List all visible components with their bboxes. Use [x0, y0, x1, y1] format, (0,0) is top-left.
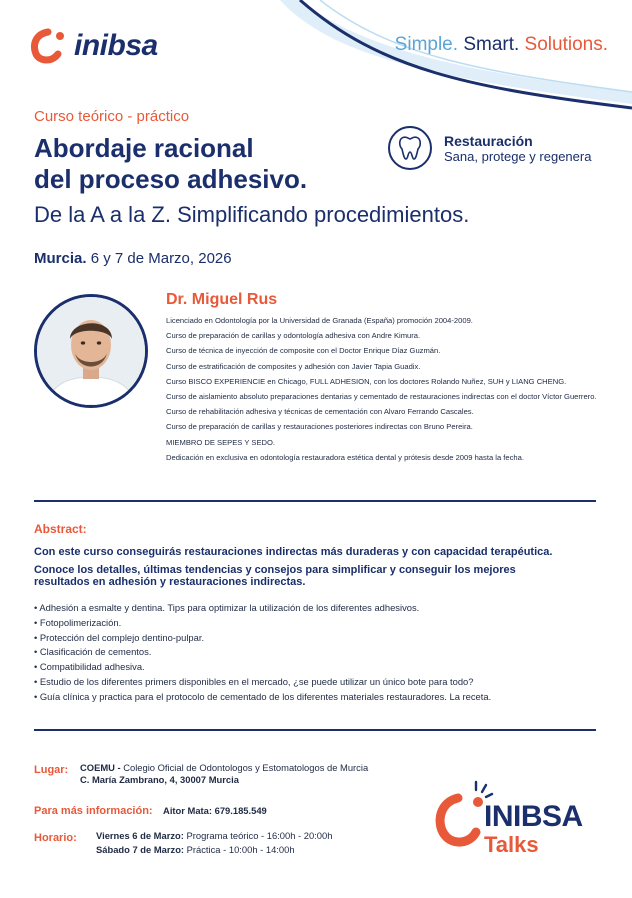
course-city: Murcia.	[34, 250, 87, 267]
cv-item: Dedicación en exclusiva en odontología restauradora estética dental y prótesis desde 2009 hasta la fecha.	[166, 452, 524, 462]
lugar-section	[34, 760, 424, 785]
logo-text: inibsa	[74, 29, 158, 62]
horario-label: Horario:	[34, 832, 77, 844]
divider-top	[34, 500, 596, 502]
cv-item: Curso de preparación de carillas y odontología adhesiva con Andre Kimura.	[166, 331, 421, 341]
cv-item: Curso de rehabilitación adhesiva y técnicas de cementación con Alvaro Ferrando Cascales.	[166, 407, 474, 417]
lugar-org: COEMU - Colegio Oficial de Odontologos y Estomatologos de Murcia	[80, 762, 369, 773]
contact-value: Aitor Mata: 679.185.549	[163, 805, 267, 816]
cv-item: Curso de técnica de inyección de composite con el Doctor Enrique Díaz Guzmán.	[166, 346, 441, 356]
course-dates: 6 y 7 de Marzo, 2026	[90, 250, 232, 267]
contact-label: Para más información:	[34, 805, 153, 817]
course-date	[34, 250, 232, 267]
inibsa-logo-icon	[30, 28, 70, 64]
bullet-item: • Compatibilidad adhesiva.	[34, 661, 145, 673]
horario-day1: Viernes 6 de Marzo: Programa teórico - 16:00h - 20:00h	[96, 830, 333, 841]
doctor-name: Dr. Miguel Rus	[166, 291, 278, 308]
slogan-simple: Simple.	[394, 34, 459, 55]
cv-item: Curso BISCO EXPERIENCIE en Chicago, FULL ADHESION, con los doctores Rolando Nuñez, SUH y LIANG CHENG.	[166, 376, 567, 386]
doctor-cv	[166, 316, 606, 468]
cv-item: Licenciado en Odontología por la Universidad de Granada (España) promoción 2004-2009.	[166, 316, 473, 325]
doctor-avatar	[34, 294, 148, 408]
cv-item: Curso de estratificación de composites y adhesión con Javier Tapia Guadix.	[166, 361, 421, 371]
inibsa-talks-logo	[434, 776, 604, 860]
slogan-solutions: Solutions.	[524, 34, 608, 55]
category-badge	[388, 126, 591, 170]
slogan-smart: Smart.	[463, 34, 520, 55]
talks-word2: Talks	[484, 832, 539, 857]
horario-day2: Sábado 7 de Marzo: Práctica - 10:00h - 14:00h	[96, 844, 295, 855]
course-subtitle: De la A a la Z. Simplificando procedimientos.	[34, 202, 470, 227]
cv-item: Curso de preparación de carillas y restauraciones posteriores indirectas con Bruno Pereira.	[166, 422, 473, 432]
divider-bottom	[34, 729, 596, 731]
abstract-bullets	[34, 601, 594, 705]
abstract-heading: Abstract:	[34, 522, 87, 536]
bullet-item: • Guía clínica y practica para el protocolo de cementado de los diferentes materiales restauradores. La receta.	[34, 690, 492, 702]
horario-section	[34, 828, 434, 855]
tooth-icon	[388, 126, 432, 170]
course-title-line2: del proceso adhesivo.	[34, 164, 308, 194]
lugar-label: Lugar:	[34, 764, 69, 776]
lugar-address: C. María Zambrano, 4, 30007 Murcia	[80, 774, 239, 785]
slogan	[395, 34, 608, 56]
cv-item: Curso de aislamiento absoluto preparaciones dentarias y cementado de restauraciones indirectas con el doctor Víctor Guerrero.	[166, 391, 597, 401]
talks-word1: INIBSA	[484, 800, 583, 833]
category-title: Restauración	[444, 132, 533, 149]
bullet-item: • Fotopolimerización.	[34, 616, 122, 628]
category-subtitle: Sana, protege y regenera	[444, 148, 592, 164]
inibsa-logo	[30, 28, 158, 64]
contact-section	[34, 801, 434, 819]
bullet-item: • Estudio de los diferentes primers disponibles en el mercado, ¿se puede utilizar un único bote para todo?	[34, 675, 474, 687]
bullet-item: • Adhesión a esmalte y dentina. Tips para optimizar la utilización de los diferentes adhesivos.	[34, 602, 420, 613]
bullet-item: • Clasificación de cementos.	[34, 646, 152, 658]
cv-item: MIEMBRO DE SEPES Y SEDO.	[166, 437, 276, 447]
course-title	[34, 133, 374, 195]
course-type: Curso teórico - práctico	[34, 108, 190, 125]
abstract-paragraph-1: Con este curso conseguirás restauraciones indirectas más duraderas y con capacidad terapéutica.	[34, 546, 553, 558]
abstract-paragraph-2: Conoce los detalles, últimas tendencias y consejos para simplificar y conseguir los mejores resultados en adhesión y restauraciones indirectas.	[34, 564, 516, 588]
bullet-item: • Protección del complejo dentino-pulpar.	[34, 631, 205, 643]
course-title-line1: Abordaje racional	[34, 133, 254, 163]
